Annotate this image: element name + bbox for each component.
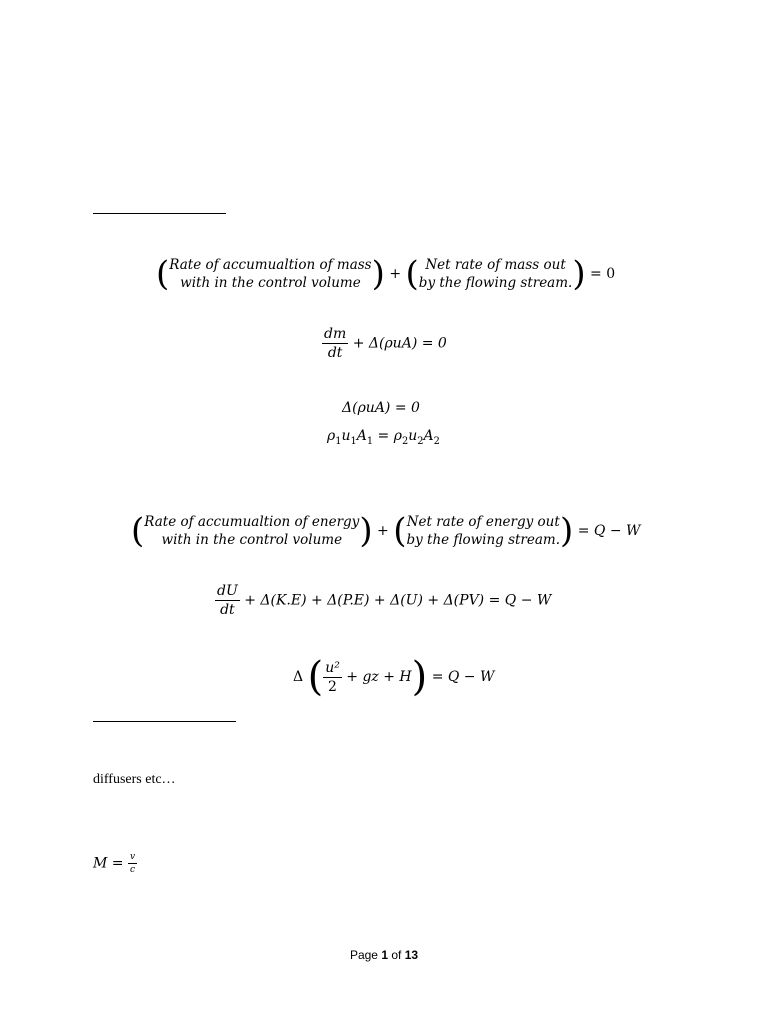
mass-derivative-equation <box>322 326 447 361</box>
page-footer <box>0 948 768 962</box>
footer-current-page: 1 <box>381 948 388 962</box>
energy-balance-equation: (Rate of accumualtion of energy with in the control volume ) + (Net rate of energy out by the flowing stream.) = Q − W <box>131 511 641 551</box>
continuity-equation <box>327 428 440 447</box>
energy-term1-line1: Rate of accumualtion of energy <box>144 514 360 530</box>
energy-term2-line2: by the flowing stream. <box>406 532 561 548</box>
energy-term1-line2: with in the control volume <box>161 532 343 548</box>
mass-term1-line1: Rate of accumualtion of mass <box>169 257 372 273</box>
u-1: u <box>341 428 351 444</box>
sub-1b: 1 <box>350 435 357 447</box>
heading-underline-1 <box>93 213 226 214</box>
sub-2a: 2 <box>401 435 409 447</box>
a-2: A <box>423 428 434 444</box>
steady-mass-line1-text: Δ(ρuA) = 0 <box>342 400 420 416</box>
steady-energy-delta: Δ <box>293 669 304 685</box>
mass-balance-equation: (Rate of accumualtion of mass with in the control volume ) + ( Net rate of mass out by the flowing stream.) = 0 <box>156 254 616 294</box>
steady-energy-equation: Δ ( $\frac{\text{u²}}{2}$ + gz + H) = Q − W <box>293 654 495 700</box>
mach-lhs: M = <box>93 855 124 872</box>
energy-derivative-equation <box>215 583 551 618</box>
sub-2b: 2 <box>417 435 424 447</box>
steady-mass-line1 <box>342 400 420 416</box>
rho-2: ρ <box>393 428 402 444</box>
energy-derivative-numerator: dU <box>217 583 238 599</box>
footer-total-pages: 13 <box>404 948 419 962</box>
steady-energy-denominator: 2 <box>328 678 337 695</box>
sub-1c: 1 <box>366 435 374 447</box>
mass-term2-line1: Net rate of mass out <box>425 257 566 273</box>
mass-derivative-rest: + Δ(ρuA) = 0 <box>352 335 447 352</box>
diffusers-text: diffusers etc… <box>93 772 176 787</box>
u-2: u <box>408 428 418 444</box>
mass-term2-line2: by the flowing stream. <box>418 275 573 291</box>
sub-2c: 2 <box>433 435 440 447</box>
a-1: A <box>356 428 367 444</box>
equals: = <box>373 428 394 444</box>
energy-derivative-denominator: dt <box>220 602 235 618</box>
energy-term2-line1: Net rate of energy out <box>406 514 560 530</box>
steady-energy-rhs: = Q − W <box>431 669 495 685</box>
mach-number-equation <box>93 852 137 875</box>
mach-denominator: c <box>129 865 136 875</box>
mass-balance-rhs: = 0 <box>590 266 616 282</box>
steady-energy-numerator: u² <box>325 659 340 676</box>
footer-prefix: Page <box>349 948 382 962</box>
mass-derivative-numerator: dm <box>324 326 347 342</box>
mass-term1-line2: with in the control volume <box>180 275 361 291</box>
footer-middle: of <box>388 948 405 962</box>
sub-1a: 1 <box>335 435 342 447</box>
energy-balance-rhs: = Q − W <box>577 523 641 539</box>
mass-derivative-denominator: dt <box>327 345 343 361</box>
steady-energy-inside: + gz + H <box>346 669 412 685</box>
mach-numerator: v <box>129 852 136 862</box>
energy-derivative-rest: + Δ(K.E) + Δ(P.E) + Δ(U) + Δ(PV) = Q − W <box>244 592 552 609</box>
heading-underline-2 <box>93 721 236 722</box>
rho-1: ρ <box>327 428 336 444</box>
